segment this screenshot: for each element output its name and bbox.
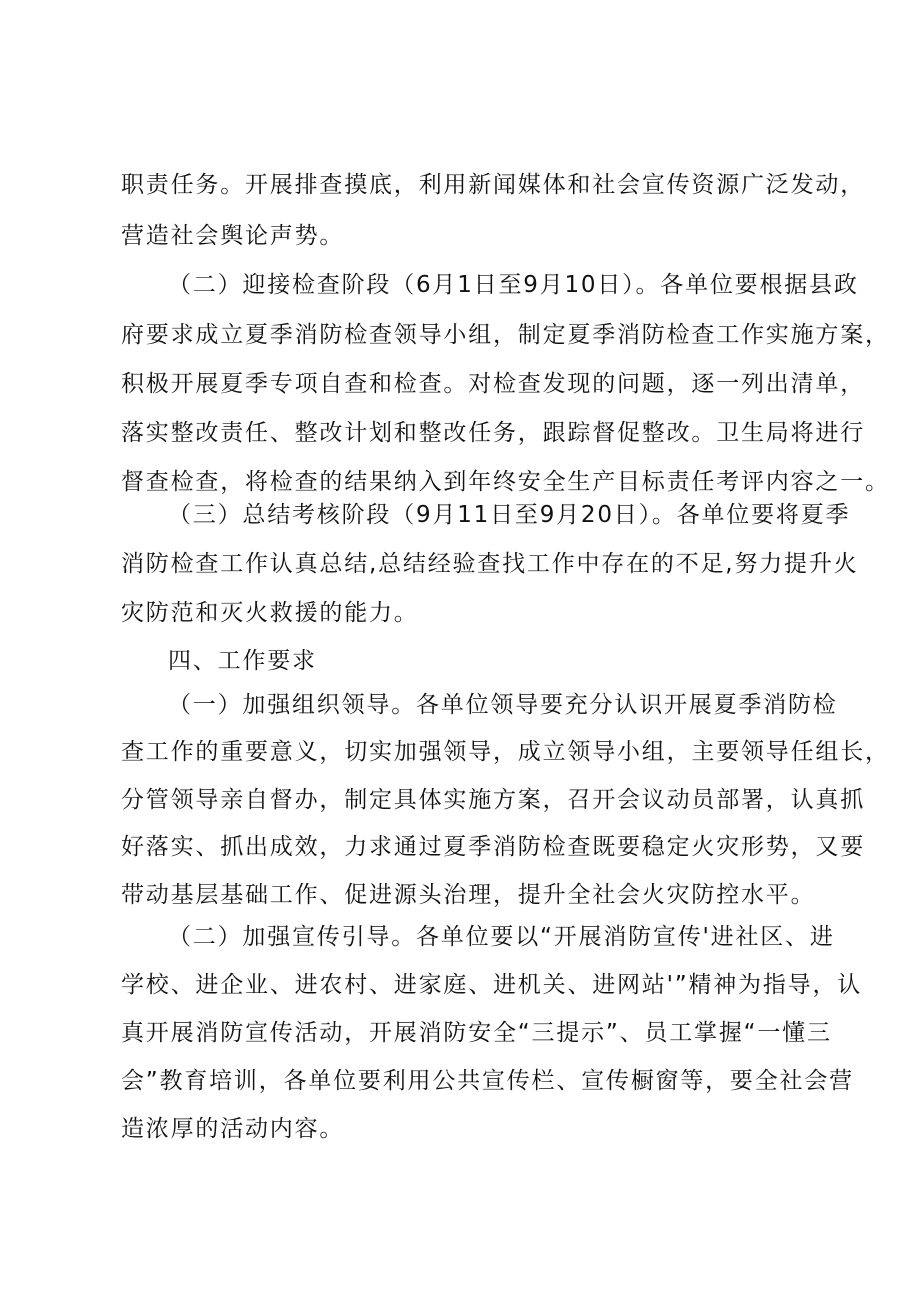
text-line: 职责任务。开展排查摸底，利用新闻媒体和社会宣传资源广泛发动， <box>121 172 865 198</box>
text-line: 好落实、抓出成效，力求通过夏季消防检查既要稳定火灾形势，又要 <box>121 834 865 860</box>
text-line: 灾防范和灭火救援的能力。 <box>121 600 419 626</box>
text-line: 学校、进企业、进农村、进家庭、进机关、进网站'”精神为指导，认 <box>121 972 863 998</box>
text-line: 查工作的重要意义，切实加强领导，成立领导小组，主要领导任组长， <box>121 739 890 765</box>
text-line: （二）加强宣传引导。各单位要以“开展消防宣传'进社区、进 <box>168 924 835 950</box>
text-line: 会”教育培训，各单位要利用公共宣传栏、宣传橱窗等，要全社会营 <box>121 1068 854 1094</box>
text-line: 积极开展夏季专项自查和检查。对检查发现的问题，逐一列出清单， <box>121 371 865 397</box>
text-line: （一）加强组织领导。各单位领导要充分认识开展夏季消防检 <box>168 692 838 718</box>
text-line: 带动基层基础工作、促进源头治理，提升全社会火灾防控水平。 <box>121 882 816 908</box>
text-line: 分管领导亲自督办，制定具体实施方案，召开会议动员部署，认真抓 <box>121 787 865 813</box>
text-line: 府要求成立夏季消防检查领导小组，制定夏季消防检查工作实施方案， <box>121 322 890 348</box>
text-line: 督查检查，将检查的结果纳入到年终安全生产目标责任考评内容之一。 <box>121 469 890 495</box>
text-line: 营造社会舆论声势。 <box>121 223 345 249</box>
text-line: 真开展消防宣传活动，开展消防安全“三提示”、员工掌握“一懂三 <box>121 1020 832 1046</box>
text-line: 落实整改责任、整改计划和整改任务，跟踪督促整改。卫生局将进行 <box>121 420 865 446</box>
text-line: 造浓厚的活动内容。 <box>121 1116 345 1142</box>
text-line: 消防检查工作认真总结,总结经验查找工作中存在的不足,努力提升火 <box>121 551 859 577</box>
text-line: （三）总结考核阶段（9月11日至9月20日）。各单位要将夏季 <box>168 502 851 528</box>
text-line: （二）迎接检查阶段（6月1日至9月10日）。各单位要根据县政 <box>168 272 859 298</box>
section-heading: 四、工作要求 <box>168 648 317 674</box>
